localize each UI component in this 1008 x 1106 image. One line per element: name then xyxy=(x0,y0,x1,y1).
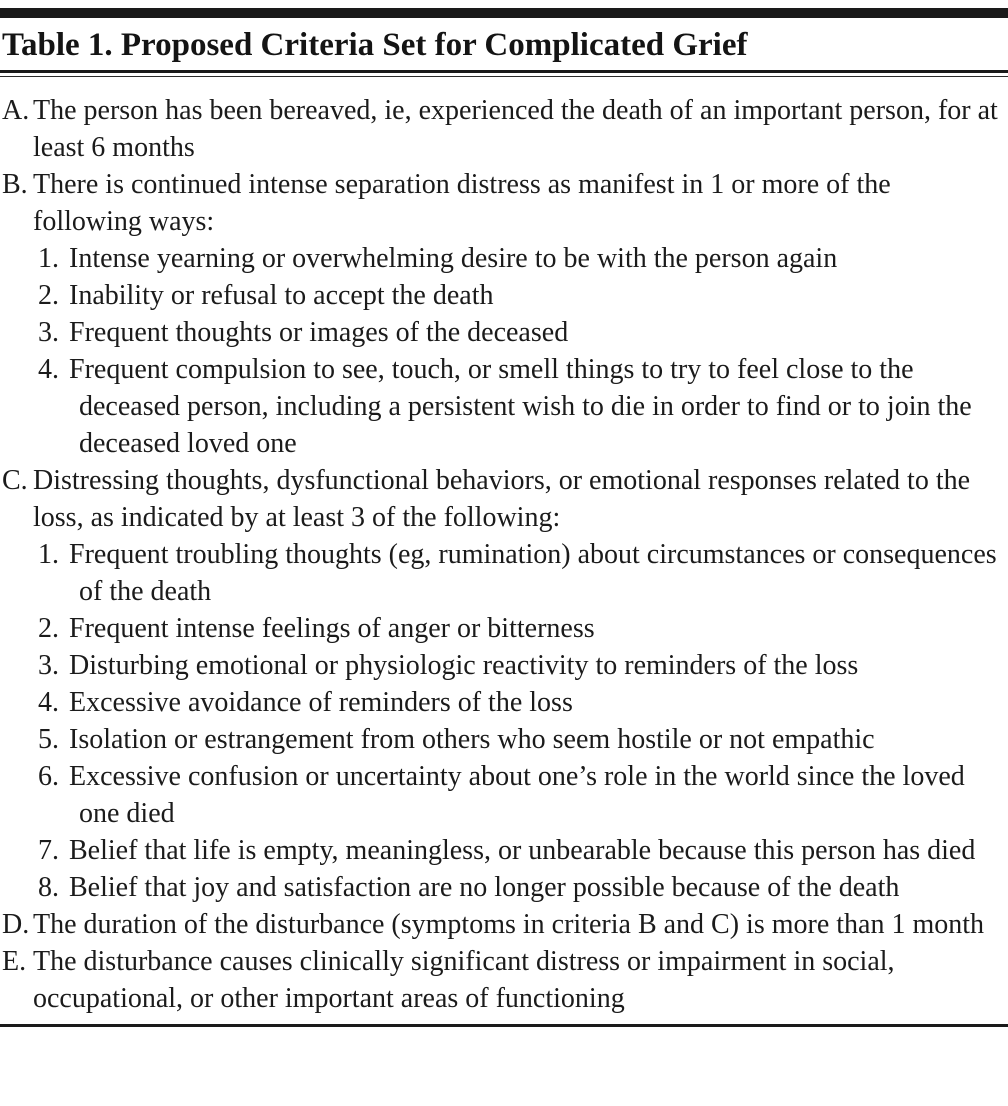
criterion-B-item-4 xyxy=(2,351,1004,462)
criterion-B-item-3 xyxy=(2,314,1004,351)
item-text: Belief that life is empty, meaningless, or unbearable because this person has died xyxy=(69,835,976,866)
criterion-text: The duration of the disturbance (symptoms in criteria B and C) is more than 1 month xyxy=(33,909,985,940)
top-rule xyxy=(0,8,1008,18)
criterion-B-item-1 xyxy=(2,240,1004,277)
criterion-label: C. xyxy=(2,465,28,496)
title-divider xyxy=(0,70,1008,77)
criterion-C-item-3 xyxy=(2,647,1004,684)
criterion-C-item-5 xyxy=(2,721,1004,758)
item-text: Belief that joy and satisfaction are no longer possible because of the death xyxy=(69,872,900,903)
criterion-C-item-2 xyxy=(2,610,1004,647)
item-text: Frequent troubling thoughts (eg, rumination) about circumstances or consequences of the death xyxy=(69,539,997,607)
table-card xyxy=(0,8,1008,1027)
criterion-B xyxy=(2,166,1004,240)
bottom-rule xyxy=(0,1024,1008,1027)
criterion-C-item-4 xyxy=(2,684,1004,721)
item-text: Frequent thoughts or images of the deceased xyxy=(69,317,569,348)
criterion-text: The person has been bereaved, ie, experienced the death of an important person, for at least 6 months xyxy=(33,95,998,163)
criterion-text: The disturbance causes clinically significant distress or impairment in social, occupational, or other important areas of functioning xyxy=(33,946,895,1014)
item-text: Inability or refusal to accept the death xyxy=(69,280,494,311)
criterion-C-item-8 xyxy=(2,869,1004,906)
item-text: Excessive avoidance of reminders of the loss xyxy=(69,687,573,718)
criterion-A xyxy=(2,92,1004,166)
item-number: 2. xyxy=(38,280,59,311)
criterion-label: D. xyxy=(2,909,30,940)
item-number: 2. xyxy=(38,613,59,644)
item-number: 4. xyxy=(38,687,59,718)
item-text: Frequent compulsion to see, touch, or smell things to try to feel close to the deceased person, including a persistent wish to die in order to find or to join the deceased loved one xyxy=(69,354,972,459)
criterion-label: E. xyxy=(2,946,27,977)
criterion-B-item-2 xyxy=(2,277,1004,314)
criterion-text: There is continued intense separation distress as manifest in 1 or more of the following ways: xyxy=(33,169,891,237)
item-text: Frequent intense feelings of anger or bitterness xyxy=(69,613,595,644)
item-text: Isolation or estrangement from others who seem hostile or not empathic xyxy=(69,724,875,755)
item-text: Excessive confusion or uncertainty about one’s role in the world since the loved one died xyxy=(69,761,965,829)
item-number: 4. xyxy=(38,354,59,385)
item-number: 1. xyxy=(38,539,59,570)
item-number: 1. xyxy=(38,243,59,274)
item-number: 8. xyxy=(38,872,59,903)
criterion-D xyxy=(2,906,1004,943)
item-number: 7. xyxy=(38,835,59,866)
criterion-C-item-6 xyxy=(2,758,1004,832)
criterion-C xyxy=(2,462,1004,536)
criterion-label: A. xyxy=(2,95,30,126)
table-title: Table 1. Proposed Criteria Set for Complicated Grief xyxy=(2,27,748,63)
item-text: Intense yearning or overwhelming desire to be with the person again xyxy=(69,243,838,274)
criteria-list xyxy=(0,92,1008,1017)
criterion-C-item-1 xyxy=(2,536,1004,610)
criterion-label: B. xyxy=(2,169,28,200)
item-number: 6. xyxy=(38,761,59,792)
item-number: 5. xyxy=(38,724,59,755)
criterion-C-item-7 xyxy=(2,832,1004,869)
item-text: Disturbing emotional or physiologic reactivity to reminders of the loss xyxy=(69,650,859,681)
item-number: 3. xyxy=(38,650,59,681)
item-number: 3. xyxy=(38,317,59,348)
criterion-E xyxy=(2,943,1004,1017)
criterion-text: Distressing thoughts, dysfunctional behaviors, or emotional responses related to the loss, as indicated by at least 3 of the following: xyxy=(33,465,971,533)
